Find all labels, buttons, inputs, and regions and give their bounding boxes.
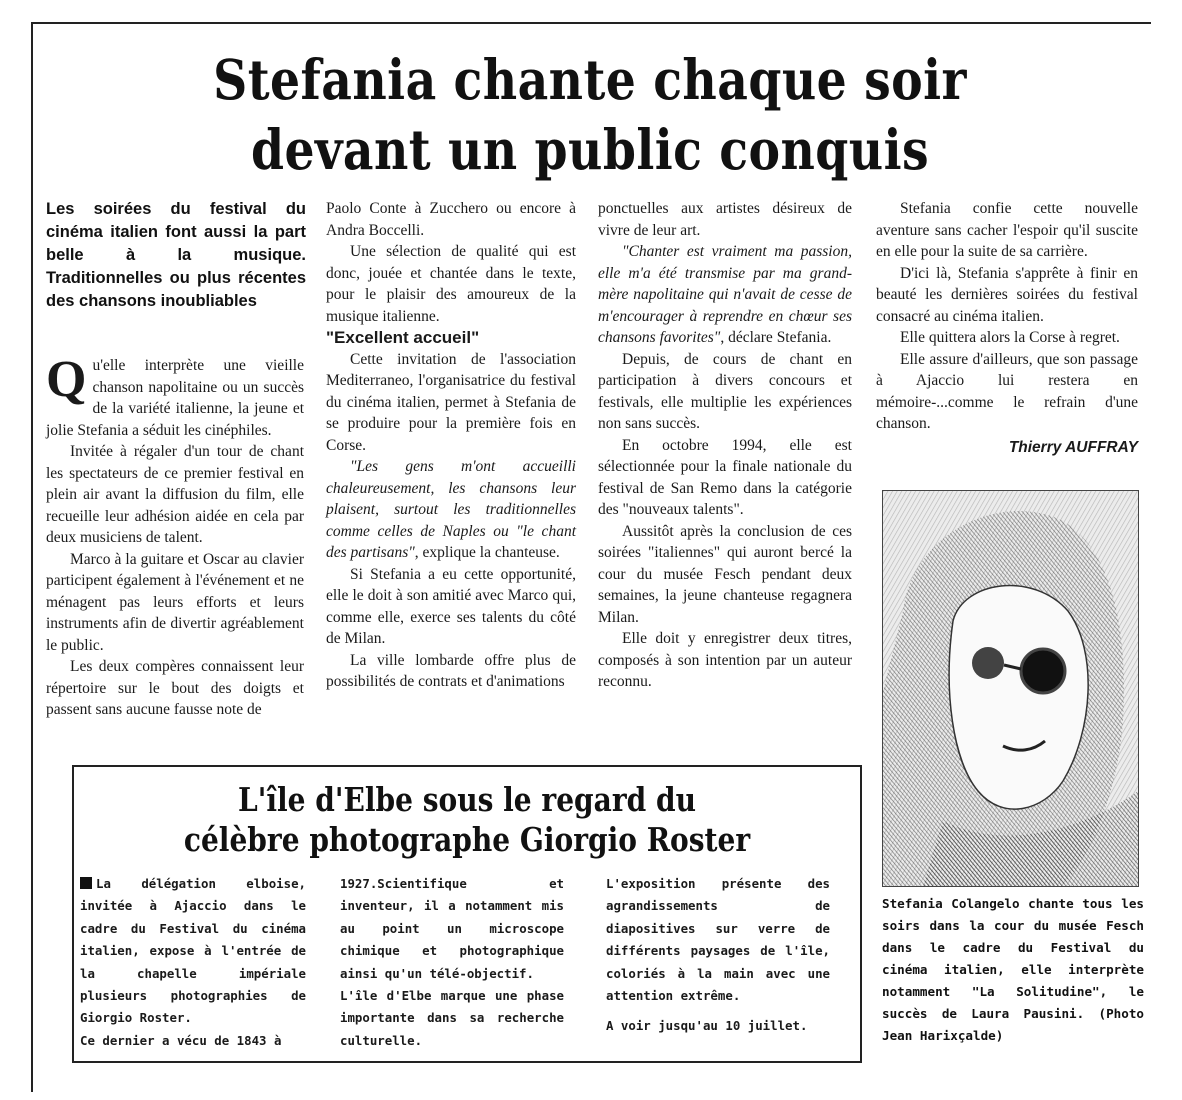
article-column-3	[598, 198, 852, 693]
square-bullet-icon	[80, 877, 92, 889]
col2-paragraph-1: Paolo Conte à Zucchero ou encore à Andra Boccelli.	[326, 200, 576, 239]
col3-paragraph-1: ponctuelles aux artistes désireux de vivre de leur art.	[598, 200, 852, 239]
col3-quote: "Chanter est vraiment ma passion, elle m'a été transmise par ma grand-mère napolitaine qui n'avait de cesse de m'encourager à reprendre en chœur ses chansons favorites"	[598, 243, 852, 346]
col4-paragraph-3: Elle quittera alors la Corse à regret.	[900, 329, 1120, 346]
col3-paragraph-5: Aussitôt après la conclusion de ces soirées "italiennes" qui auront bercé la cour du musée Fesch pendant deux semaines, la jeune chanteuse regagnera Milan.	[598, 522, 852, 626]
box-col1-p1-text: La délégation elboise, invitée à Ajaccio dans le cadre du Festival du cinéma italien, expose à l'entrée de la chapelle impériale plusieurs photographies de Giorgio Roster.	[80, 876, 306, 1026]
box-col2-paragraph-1: 1927.Scientifique et inventeur, il a notamment mis au point un microscope chimique et photographique ainsi qu'un télé-objectif.	[340, 876, 564, 981]
box-column-2	[340, 873, 564, 1052]
drop-cap: Q	[46, 351, 87, 408]
col2-paragraph-6: La ville lombarde offre plus de possibilités de contrats et d'animations	[326, 651, 576, 690]
col2-paragraph-5: Si Stefania a eu cette opportunité, elle le doit à son amitié avec Marco qui, comme elle, exerce ses talents du côté de Milan.	[326, 565, 576, 647]
col4-paragraph-1: Stefania confie cette nouvelle aventure sans cacher l'espoir qu'il suscite en elle pour la suite de sa carrière.	[876, 200, 1138, 260]
col2-paragraph-2: Une sélection de qualité qui est donc, jouée et chantée dans le texte, pour le plaisir des amoureux de la musique italienne.	[326, 243, 576, 325]
col4-paragraph-4: Elle assure d'ailleurs, que son passage à Ajaccio lui restera en mémoire-...comme le refrain d'une chanson.	[876, 350, 1138, 432]
col3-paragraph-4: En octobre 1994, elle est sélectionnée pour la finale nationale du festival de San Remo dans la catégorie des "nouveaux talents".	[598, 436, 852, 518]
article-column-2	[326, 198, 576, 693]
elbe-sidebar-box	[72, 765, 862, 1063]
box-title-line-2: célèbre photographe Giorgio Roster	[183, 820, 751, 859]
col3-paragraph-6: Elle doit y enregistrer deux titres, composés à son intention par un auteur reconnu.	[598, 630, 852, 690]
box-title-line-1: L'île d'Elbe sous le regard du	[238, 780, 696, 819]
frame-left-rule	[31, 22, 33, 1092]
box-col2-paragraph-2: L'île d'Elbe marque une phase importante dans sa recherche culturelle.	[340, 988, 564, 1048]
col1-p1-text: u'elle interprète une vieille chanson napolitaine ou un succès de la variété italienne, la jeune et jolie Stefania a séduit les cinéphiles.	[46, 357, 304, 439]
col2-quote-attribution: , explique la chanteuse.	[414, 544, 560, 561]
article-column-1	[46, 351, 304, 721]
article-column-4	[876, 198, 1138, 458]
author-byline: Thierry AUFFRAY	[1008, 438, 1138, 456]
lead-paragraph: Les soirées du festival du cinéma italien font aussi la part belle à la musique. Traditionnelles ou plus récentes des chansons inoubliables	[46, 200, 306, 310]
col1-paragraph-4: Les deux compères connaissent leur répertoire sur le bout des doigts et passent sans aucune fausse note de	[46, 658, 304, 718]
col1-paragraph-2: Invitée à régaler d'un tour de chant les spectateurs de ce premier festival en plein air avant la diffusion du film, elle recueille leur adhésion aidée en cela par deux musiciens de talent.	[46, 443, 304, 546]
box-column-1	[80, 873, 306, 1052]
portrait-illustration	[883, 491, 1138, 886]
frame-top-rule	[31, 22, 1151, 24]
col3-quote-attribution: , déclare Stefania.	[720, 329, 832, 346]
stefania-photo	[882, 490, 1139, 887]
box-column-3	[606, 873, 830, 1038]
col1-paragraph-1	[46, 351, 304, 441]
col1-paragraph-3: Marco à la guitare et Oscar au clavier participent également à l'événement et ne ménagent pas leurs efforts et leurs instruments afin de divertir agréablement le public.	[46, 550, 304, 654]
col2-paragraph-4	[326, 456, 576, 564]
headline-line-2: devant un public conquis	[250, 117, 930, 182]
box-col1-paragraph-2: Ce dernier a vécu de 1843 à	[80, 1032, 282, 1048]
box-col1-paragraph-1	[80, 873, 306, 1030]
photo-caption: Stefania Colangelo chante tous les soirs dans la cour du musée Fesch dans le cadre du Festival du cinéma italien, elle interprète notamment "La Solitudine", le succès de Laura Pausini. (Photo Jean Harixçalde)	[882, 896, 1144, 1043]
col2-quote: "Les gens m'ont accueilli chaleureusement, les chansons leur plaisent, surtout les traditionnelles comme celles de Naples ou "le chant des partisans"	[326, 458, 576, 561]
subhead-excellent-accueil: "Excellent accueil"	[326, 328, 480, 347]
headline-line-1: Stefania chante chaque soir	[213, 47, 967, 112]
box-col3-paragraph-2: A voir jusqu'au 10 juillet.	[606, 1018, 808, 1034]
col4-paragraph-2: D'ici là, Stefania s'apprête à finir en beauté les dernières soirées du festival consacré au cinéma italien.	[876, 264, 1138, 325]
col3-paragraph-2	[598, 241, 852, 349]
col2-paragraph-3: Cette invitation de l'association Mediterraneo, l'organisatrice du festival du cinéma italien, permet à Stefania de se produire pour la première fois en Corse.	[326, 350, 576, 454]
box-col3-paragraph-1: L'exposition présente des agrandissements de diapositives sur verre de différents paysages de l'île, coloriés à la main avec une attention extrême.	[606, 876, 830, 1004]
col3-paragraph-3: Depuis, de cours de chant en participation à divers concours et festivals, elle multiplie les expériences non sans succès.	[598, 350, 852, 432]
